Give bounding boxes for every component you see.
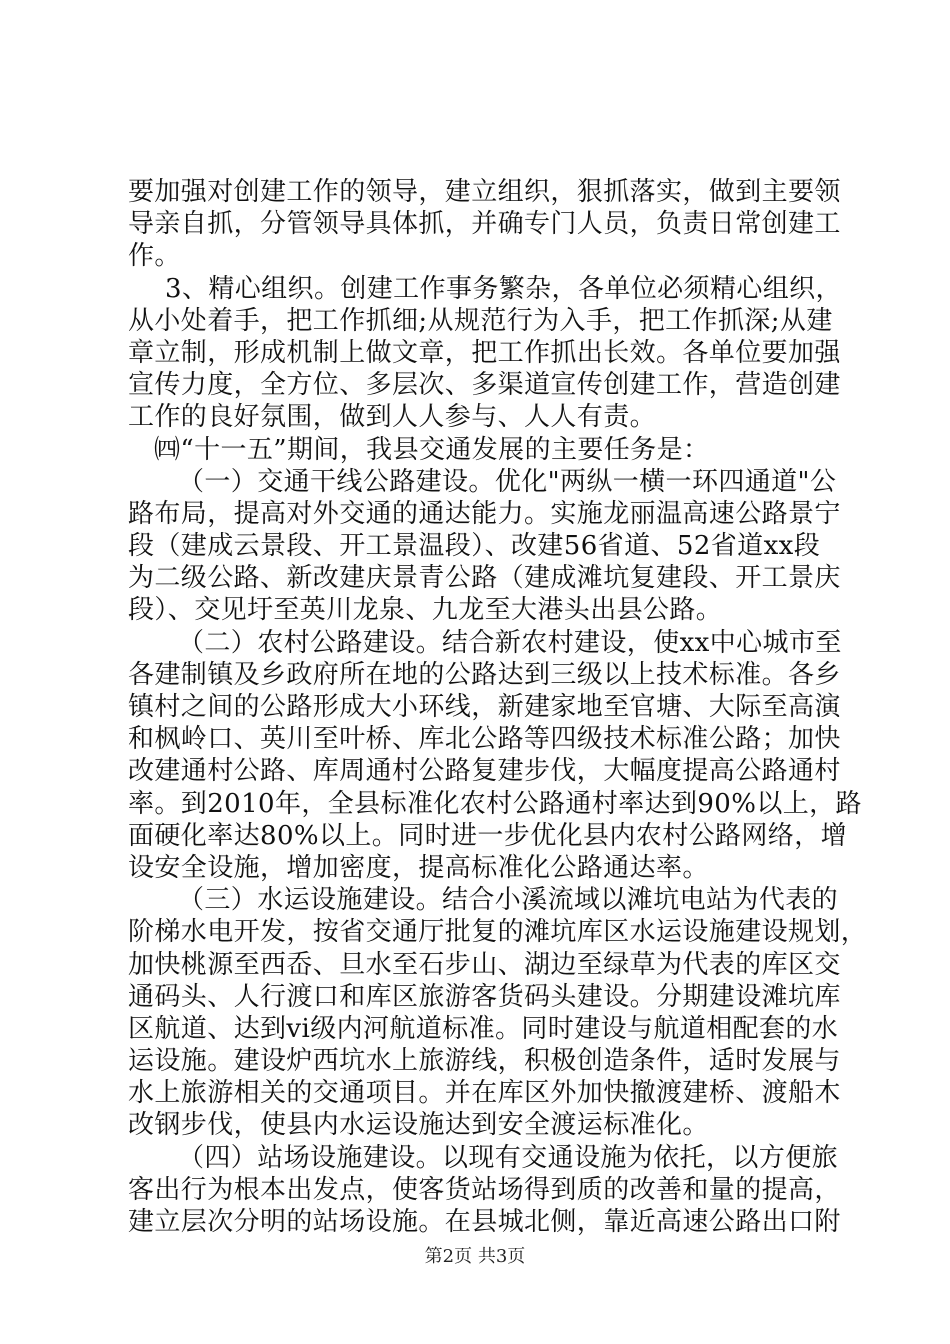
text-line: （三）水运设施建设。结合小溪流域以滩坑电站为代表的 [178,885,839,916]
text-line: 改钢步伐，使县内水运设施达到安全渡运标准化。 [128,1110,709,1141]
text-line: 工作的良好氛围，做到人人参与、人人有责。 [128,402,657,433]
text-line: 导亲自抓，分管领导具体抓，并确专门人员，负责日常创建工 [128,209,841,240]
text-line: ㈣“十一五”期间，我县交通发展的主要任务是： [154,434,710,465]
text-line: （一）交通干线公路建设。优化"两纵一横一环四通道"公 [178,466,837,497]
text-line: 段（建成云景段、开工景温段）、改建56省道、52省道xx段 [128,531,821,562]
text-line: 建立层次分明的站场设施。在县城北侧，靠近高速公路出口附 [128,1207,841,1237]
text-line: 镇村之间的公路形成大小环线，新建家地至官塘、大际至高演 [128,692,841,722]
text-line: 阶梯水电开发，按省交通厅批复的滩坑库区水运设施建设规划， [128,917,868,948]
page-footer [0,1246,950,1268]
text-line: 设安全设施，增加密度，提高标准化公路通达率。 [128,852,709,883]
text-line: 客出行为根本出发点，使客货站场得到质的改善和量的提高， [128,1174,841,1205]
text-line: 宣传力度，全方位、多层次、多渠道宣传创建工作，营造创建 [128,370,841,401]
text-line: 率。到2010年，全县标准化农村公路通村率达到90%以上，路 [128,788,862,819]
text-line: 为二级公路、新改建庆景青公路（建成滩坑复建段、开工景庆 [128,563,841,594]
text-line: 加快桃源至西岙、旦水至石步山、湖边至绿草为代表的库区交 [128,949,841,980]
text-line: 作。 [128,241,181,272]
text-line: 面硬化率达80%以上。同时进一步优化县内农村公路网络，增 [128,820,847,851]
text-line: 改建通村公路、库周通村公路复建步伐，大幅度提高公路通村 [128,756,841,787]
text-line: 3、精心组织。创建工作事务繁杂，各单位必须精心组织， [165,273,842,304]
text-line: 区航道、达到vi级内河航道标准。同时建设与航道相配套的水 [128,1013,839,1044]
text-line: 章立制，形成机制上做文章，把工作抓出长效。各单位要加强 [128,337,841,368]
text-line: 要加强对创建工作的领导，建立组织，狠抓落实，做到主要领 [128,177,841,207]
text-line: 通码头、人行渡口和库区旅游客货码头建设。分期建设滩坑库 [128,981,841,1012]
text-line: 和枫岭口、英川至叶桥、库北公路等四级技术标准公路；加快 [128,724,841,755]
text-line: 段）、交见圩至英川龙泉、九龙至大港头出县公路。 [128,595,723,626]
text-line: 路布局，提高对外交通的通达能力。实施龙丽温高速公路景宁 [128,498,841,529]
text-line: 从小处着手，把工作抓细;从规范行为入手，把工作抓深;从建 [128,305,833,336]
text-line: （四）站场设施建设。以现有交通设施为依托，以方便旅 [178,1142,839,1173]
text-line: （二）农村公路建设。结合新农村建设，使xx中心城市至 [178,627,842,658]
text-line: 各建制镇及乡政府所在地的公路达到三级以上技术标准。各乡 [128,659,841,690]
document-body [128,176,868,1238]
page-number-label: 第2页 共3页 [424,1246,526,1267]
text-line: 水上旅游相关的交通项目。并在库区外加快撤渡建桥、渡船木 [128,1078,841,1109]
text-line: 运设施。建设炉西坑水上旅游线，积极创造条件，适时发展与 [128,1046,841,1077]
